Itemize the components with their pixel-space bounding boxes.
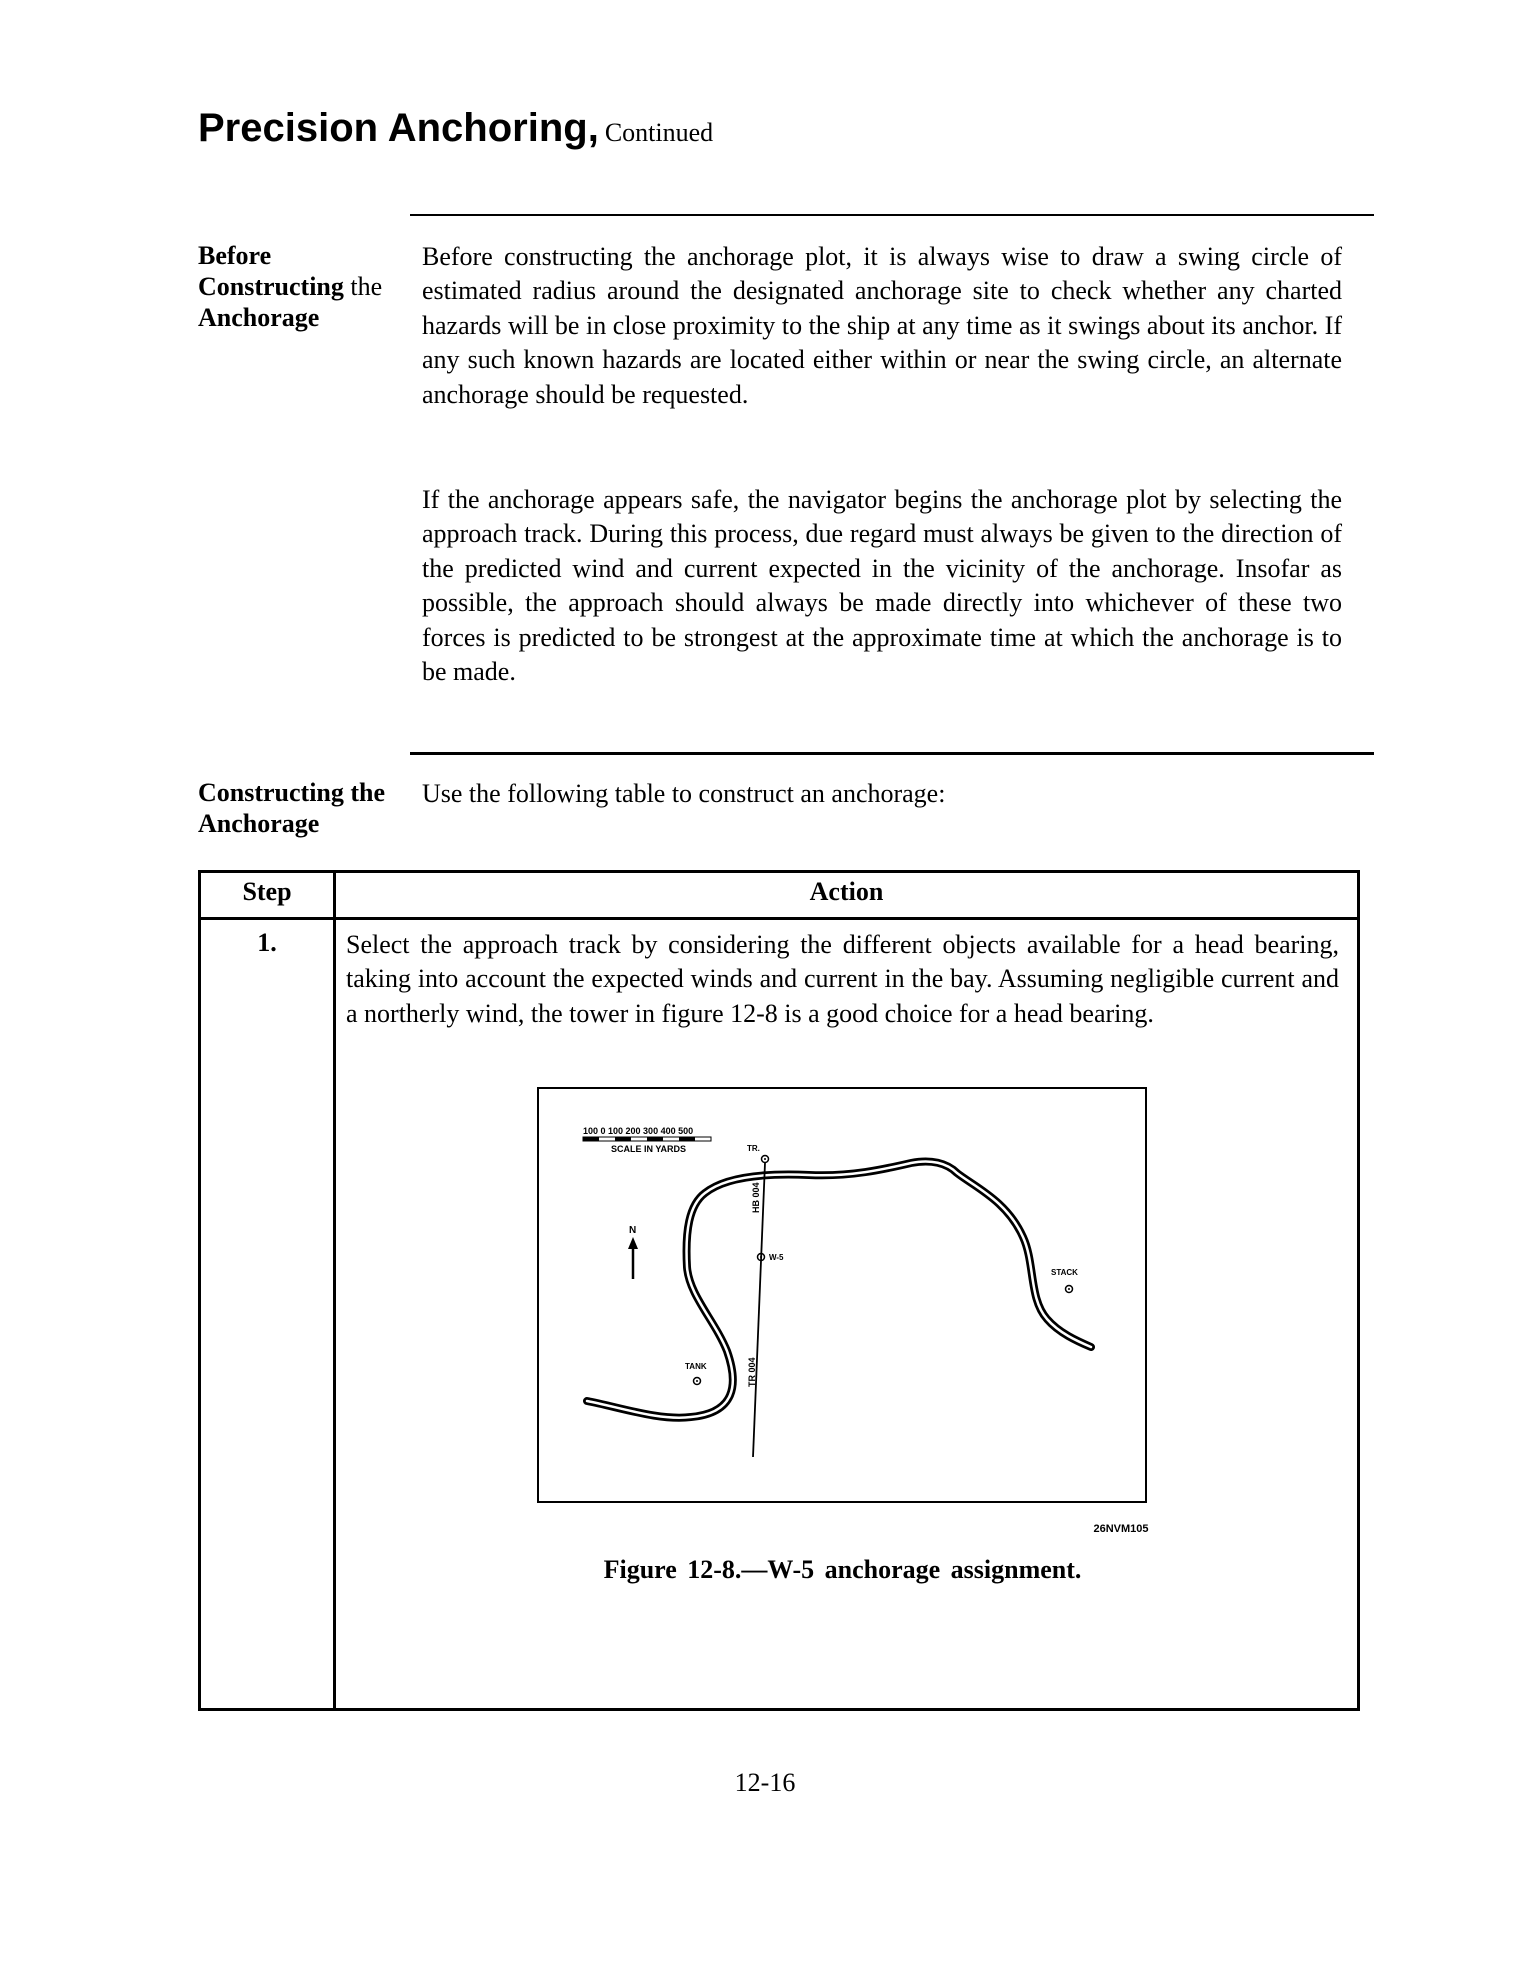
page-title	[198, 106, 713, 151]
step-action-cell	[335, 919, 1359, 1710]
page-number: 12-16	[734, 1768, 796, 1797]
scale-bar	[583, 1137, 711, 1141]
scale-numbers: 100 0 100 200 300 400 500	[582, 1126, 693, 1137]
table-row	[200, 919, 1359, 1710]
table-intro: Use the following table to construct an anchorage:	[422, 779, 946, 808]
north-label: N	[628, 1225, 636, 1237]
paragraph-swing-circle: Before constructing the anchorage plot, it is always wise to draw a swing circle of estimated radius around the designated anchorage site to check whether any charted hazards will be in close proximity to the ship at any time as it swings about its anchor. If any such known hazards are located either within or near the swing circle, an alternate anchorage should be requested.	[422, 242, 1342, 409]
title-text: Precision Anchoring,	[198, 106, 599, 150]
anchorage-chart	[539, 1089, 1145, 1501]
label-line: Before	[198, 241, 272, 270]
figure-code: 26NVM105	[1093, 1523, 1149, 1536]
figure-frame	[537, 1087, 1147, 1503]
figure-caption: Figure 12-8.—W-5 anchorage assignment.	[603, 1555, 1082, 1585]
title-continued: Continued	[604, 118, 714, 147]
label-line: Constructing the	[198, 778, 386, 807]
section-divider-top	[410, 214, 1374, 216]
paragraph-approach-track: If the anchorage appears safe, the navigator begins the anchorage plot by selecting the approach track. During this process, due regard must always be given to the direction of the predicted wind and current expected in the vicinity of the anchorage. Insofar as possible, the approach should always be made directly into whichever of these two forces is predicted to be strongest at the approximate time at which the anchorage is to be made.	[422, 485, 1342, 687]
scale-label: SCALE IN YARDS	[610, 1144, 686, 1155]
step-action-text: Select the approach track by considering the different objects available for a head bearing, taking into account the expected winds and current in the bay. Assuming negligible current and a northerly wind, the tower in figure 12-8 is a good choice for a head bearing.	[346, 930, 1339, 1028]
tower-label: TR.	[746, 1144, 760, 1154]
step-number: 1.	[200, 919, 335, 1710]
stack-symbol-icon	[1065, 1286, 1072, 1293]
figure	[537, 1087, 1149, 1585]
label-line: the	[350, 272, 383, 301]
section-label-before-constructing	[198, 240, 382, 333]
shoreline	[587, 1162, 1091, 1418]
steps-table	[198, 870, 1360, 1711]
column-header-step: Step	[200, 872, 335, 919]
label-line: Anchorage	[198, 303, 320, 332]
tank-symbol-icon	[693, 1378, 700, 1385]
table-header-row	[200, 872, 1359, 919]
tank-label: TANK	[684, 1362, 707, 1372]
label-line: Anchorage	[198, 809, 320, 838]
bearing-label-upper: HB 004	[750, 1182, 761, 1214]
tower-symbol-icon	[761, 1156, 768, 1163]
section-divider-bottom	[410, 752, 1374, 755]
w5-label: W-5	[768, 1253, 784, 1263]
column-header-action: Action	[335, 872, 1359, 919]
label-line: Constructing	[198, 272, 344, 301]
north-arrow-icon	[628, 1237, 638, 1279]
stack-label: STACK	[1050, 1268, 1078, 1278]
section-label-constructing	[198, 777, 385, 839]
bearing-label-lower: TR 004	[746, 1357, 757, 1388]
